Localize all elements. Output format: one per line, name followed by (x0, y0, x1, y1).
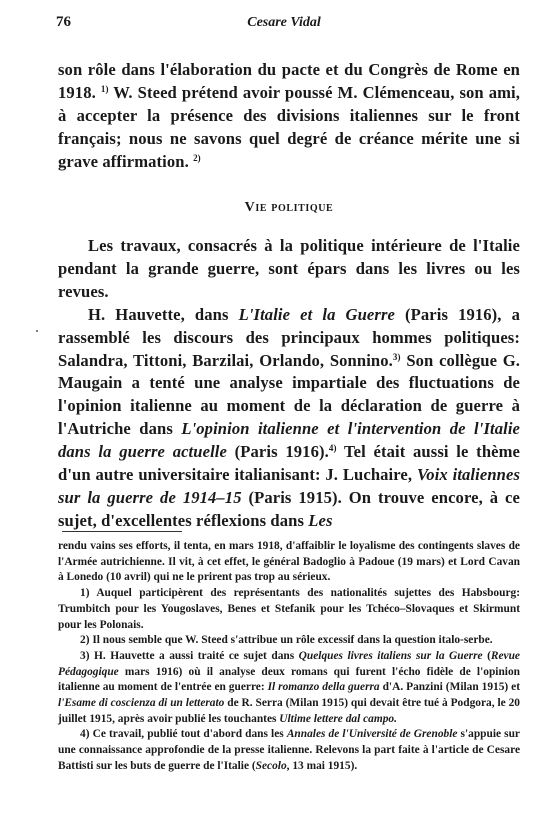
text-run: (Paris 1915). On trouve encore, à ce sujet, d'excellentes réflexions dans (58, 487, 520, 530)
running-title: Cesare Vidal (247, 15, 321, 30)
footnotes (58, 539, 520, 775)
footnote-marker: 1) (80, 587, 90, 600)
text-run: s'appuie sur une connaissance approfondie de la presse italienne. Relevons la part faite à l'article de Cesare Battisti sur les buts de guerre de l'Italie ( (58, 728, 520, 772)
footnote-1 (58, 586, 520, 633)
paragraph (58, 304, 520, 533)
paragraph: Les travaux, consacrés à la politique intérieure de l'Italie pendant la grande guerre, sont épars dans les livres ou les revues. (58, 236, 520, 301)
book-title: Les (308, 510, 333, 530)
text-run: (Paris 1916). (226, 442, 329, 462)
footnote-marker: 3) (80, 649, 90, 662)
newspaper-title: Secolo (255, 759, 287, 772)
page-header (56, 14, 512, 36)
footnote-ref: 1) (100, 83, 109, 94)
opening-paragraph (58, 59, 520, 174)
book-title: l'Esame di coscienza di un letterato (58, 697, 225, 710)
paragraph (58, 59, 520, 174)
footnote-marker: 4) (80, 728, 90, 741)
main-paragraphs (58, 235, 520, 533)
text-run: W. Steed prétend avoir poussé M. Clémenceau, son ami, à accepter la présence des divisions italiennes sur le front français; nous ne savons quel degré de créance mérite une si grave affirmation. (58, 82, 520, 171)
text-run: H. Hauvette a aussi traité ce sujet dans (89, 649, 299, 662)
text-run: H. Hauvette, dans (88, 304, 239, 324)
footnote-continuation: rendu vains ses efforts, il tenta, en mars 1918, d'affaiblir le loyalisme des contingents slaves de l'Armée autrichienne. Il vit, à cet effet, le général Badoglio à Padoue (19 mars) et Lord Cavan à Lonedo (10 avril) qui ne le prirent pas trop au sérieux. (58, 540, 520, 584)
margin-mark (36, 330, 38, 332)
book-title: Ultime lettere dal campo. (279, 712, 397, 725)
text-run: Auquel participèrent des représentants des nationalités sujettes des Habsbourg: Trumbitch pour les Yougoslaves, Benes et Stefanik pour les Tchéco–Slovaques et Skirmunt pour les Polonais. (58, 587, 520, 631)
footnote-ref: 4) (328, 443, 337, 454)
page-number: 76 (56, 14, 71, 30)
text-run: de R. Serra (Milan 1915) qui devait être tué à Podgora, le 20 juillet 1915, après avoir publié les touchantes (58, 697, 520, 725)
footnote-ref: 3) (392, 351, 401, 362)
section-title: Vie politique (244, 200, 334, 215)
text-run: Ce travail, publié tout d'abord dans les (89, 728, 287, 741)
book-title: Il romanzo della guerra (267, 681, 380, 694)
text-run: mars 1916) où il analyse deux romans qui furent l'écho fidèle de l'opinion italienne au moment de l'entrée en guerre: (58, 665, 520, 694)
footnote-rule (62, 531, 182, 532)
book-title: Voix italiennes sur la guerre de 1914–15 (58, 465, 521, 507)
footnote-3 (58, 649, 520, 728)
footnote-ref: 2) (193, 152, 201, 163)
text-run: (Paris 1916), a rassemblé les discours des principaux hommes politiques: Salandra, Tittoni, Barzilai, Orlando, Sonnino. (58, 304, 520, 370)
text-run: son rôle dans l'élaboration du pacte et du Congrès de Rome en 1918. (58, 60, 520, 102)
text-run: Son collègue G. Maugain a tenté une analyse impartiale des fluctuations de l'opinion italienne au moment de la déclaration de guerre à l'Autriche dans (58, 350, 521, 439)
text-run: ( (482, 649, 491, 662)
book-title: L'opinion italienne et l'intervention de l'Italie dans la guerre actuelle (58, 419, 520, 462)
text-run: , 13 mai 1915). (286, 759, 358, 772)
book-title: L'Italie et la Guerre (238, 304, 395, 324)
footnote-4 (58, 727, 520, 774)
text-run: d'A. Panzini (Milan 1915) et (379, 681, 520, 694)
journal-title: Revue Pédagogique (58, 649, 520, 678)
footnote-2 (58, 633, 520, 649)
book-title: Quelques livres italiens sur la Guerre (298, 649, 483, 662)
journal-title: Annales de l'Université de Grenoble (286, 728, 458, 741)
text-run: Tel était aussi le thème d'un autre universitaire italianisant: J. Luchaire, (58, 442, 520, 485)
text-run: Il nous semble que W. Steed s'attribue un rôle excessif dans la question italo-serbe. (89, 634, 493, 647)
footnote-marker: 2) (80, 634, 90, 647)
